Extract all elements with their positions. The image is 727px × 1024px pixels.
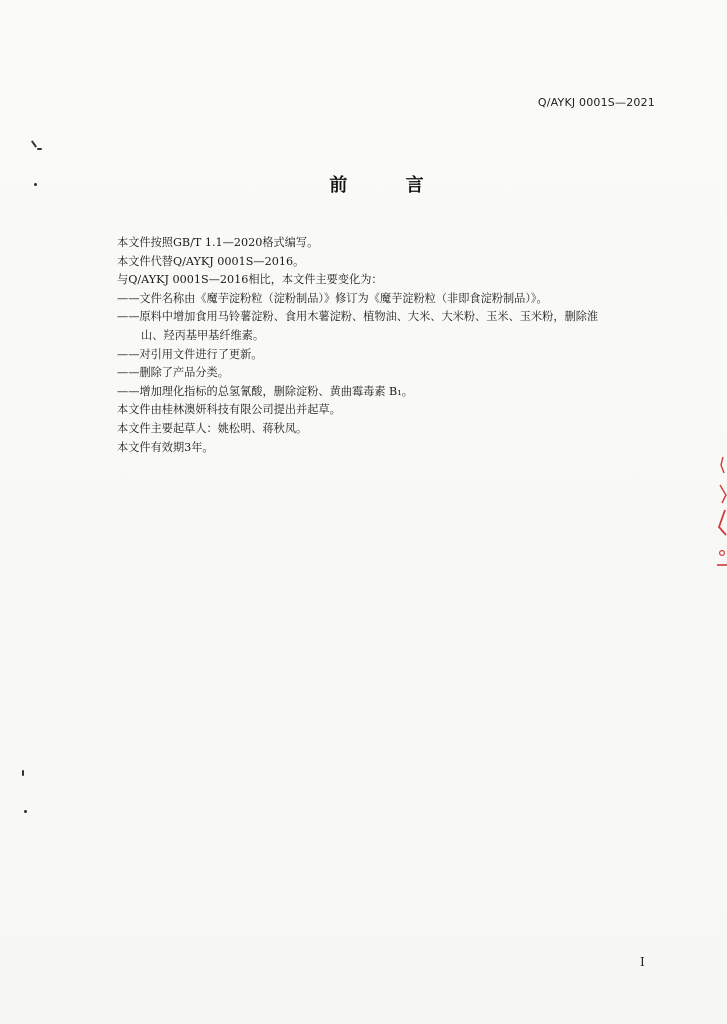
seal-stamp-edge xyxy=(715,455,727,575)
change-item: ——文件名称由《魔芋淀粉粒（淀粉制品）》修订为《魔芋淀粉粒（非即食淀粉制品）》。 xyxy=(117,291,548,305)
foreword-line: 本文件主要起草人：姚松明、蒋秋凤。 xyxy=(117,421,308,435)
page-number: I xyxy=(640,955,645,969)
change-item: ——增加理化指标的总氢氰酸，删除淀粉、黄曲霉毒素 B₁。 xyxy=(117,384,413,398)
change-item: ——删除了产品分类。 xyxy=(117,366,229,380)
foreword-body xyxy=(117,234,662,457)
page-title: 前 言 xyxy=(329,175,450,196)
scan-mark xyxy=(22,770,24,776)
foreword-line: 本文件有效期3年。 xyxy=(117,440,214,454)
standard-code: Q/AYKJ 0001S—2021 xyxy=(537,96,655,109)
foreword-line: 与Q/AYKJ 0001S—2016相比，本文件主要变化为： xyxy=(117,273,383,287)
change-item: ——对引用文件进行了更新。 xyxy=(117,347,263,361)
foreword-line: 本文件由桂林澳妍科技有限公司提出并起草。 xyxy=(117,403,341,417)
scan-mark xyxy=(24,810,27,813)
scan-mark xyxy=(34,183,37,186)
change-item: ——原料中增加食用马铃薯淀粉、食用木薯淀粉、植物油、大米、大米粉、玉米、玉米粉，删除淮 xyxy=(117,310,599,324)
scan-mark xyxy=(31,140,37,148)
scan-mark xyxy=(37,148,42,150)
foreword-line: 本文件代替Q/AYKJ 0001S—2016。 xyxy=(117,254,305,268)
foreword-line: 本文件按照GB/T 1.1—2020格式编写。 xyxy=(117,236,319,249)
change-item-continuation: 山、羟丙基甲基纤维素。 xyxy=(141,328,265,342)
